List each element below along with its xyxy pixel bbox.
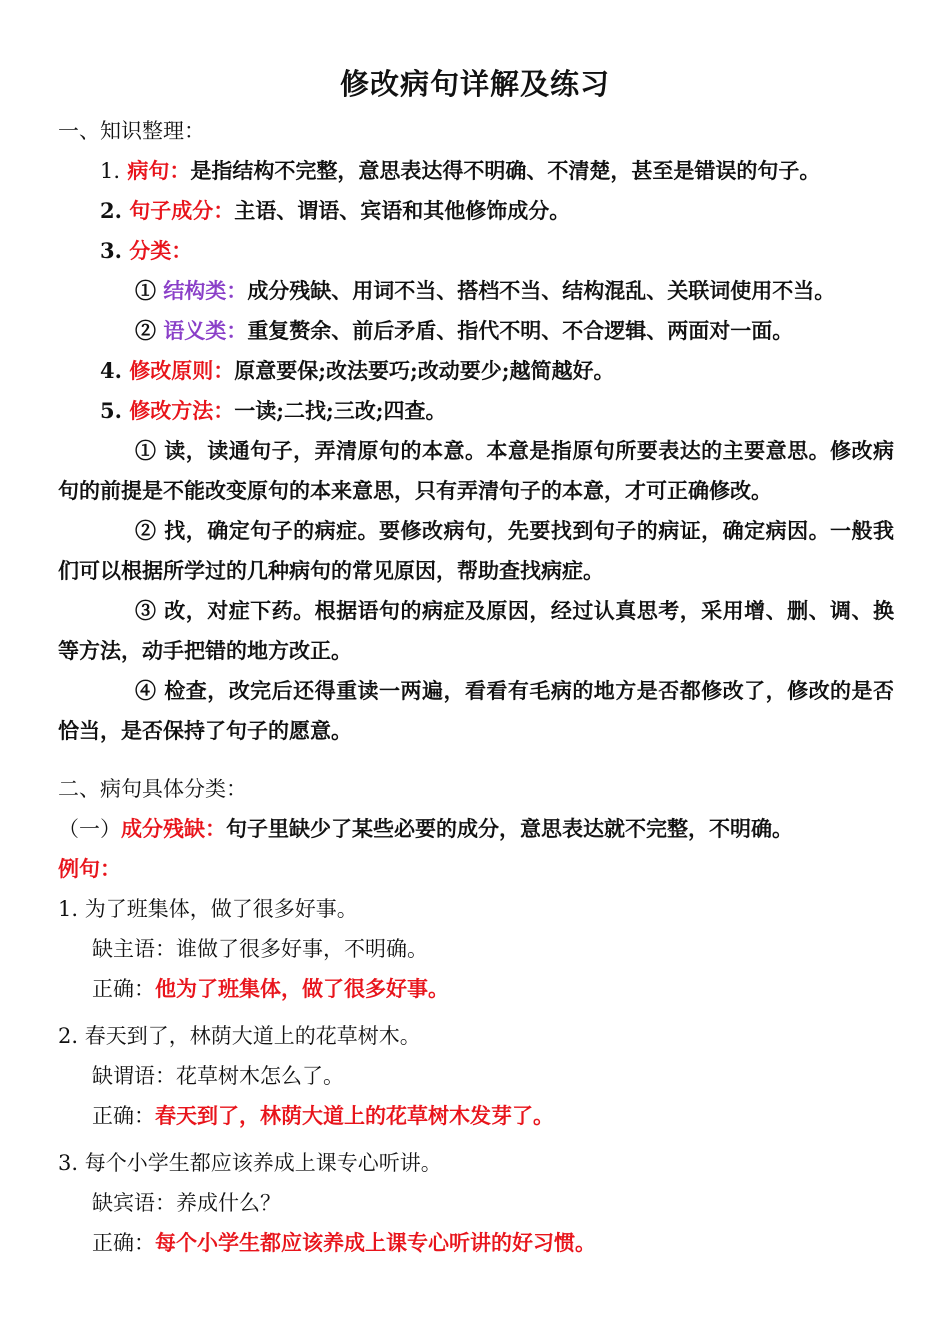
item-4 <box>100 357 615 385</box>
circled-two-marker: ② <box>135 318 156 343</box>
examples-label: 例句： <box>58 856 121 881</box>
example-1-text: 为了班集体，做了很多好事。 <box>84 897 358 921</box>
sub-2-text: 重复赘余、前后矛盾、指代不明、不合逻辑、两面对一面。 <box>247 318 794 343</box>
item-5-number: 5. <box>100 398 122 423</box>
item-3-number: 3. <box>100 238 122 263</box>
example-3-correction <box>92 1229 596 1257</box>
example-1-correction <box>92 975 449 1003</box>
section-1-heading: 一、知识整理： <box>58 119 205 143</box>
example-2-correction <box>92 1102 554 1130</box>
example-2-correct-text: 春天到了，林荫大道上的花草树木发芽了。 <box>155 1103 554 1128</box>
sub-2-label: 语义类： <box>163 318 248 343</box>
example-3-issue: 缺宾语：养成什么？ <box>92 1191 281 1215</box>
example-2-correct-label: 正确： <box>92 1104 155 1128</box>
item-3-label: 分类： <box>129 238 193 263</box>
item-1-label: 病句： <box>127 158 191 183</box>
category-text: 句子里缺少了某些必要的成分，意思表达就不完整，不明确。 <box>226 816 793 841</box>
item-2-label: 句子成分： <box>129 198 235 223</box>
item-5-text: 一读;二找;三改;四查。 <box>234 398 447 423</box>
example-1-sentence <box>58 895 358 923</box>
item-3 <box>100 237 192 265</box>
item-1 <box>100 157 820 185</box>
category-1 <box>58 815 793 843</box>
item-1-text: 是指结构不完整，意思表达得不明确、不清楚，甚至是错误的句子。 <box>190 158 821 183</box>
item-3-sub-1 <box>135 277 835 305</box>
example-3-number: 3. <box>58 1151 79 1175</box>
method-3-paragraph: ③ 改，对症下药。根据语句的病症及原因，经过认真思考，采用增、删、调、换等方法，动手把错的地方改正。 <box>58 598 894 663</box>
item-4-text: 原意要保;改法要巧;改动要少;越简越好。 <box>234 358 615 383</box>
item-4-number: 4. <box>100 358 122 383</box>
item-4-label: 修改原则： <box>129 358 235 383</box>
example-1-number: 1. <box>58 897 79 921</box>
item-3-sub-2 <box>135 317 793 345</box>
item-2-number: 2. <box>100 198 122 223</box>
item-1-number: 1. <box>100 159 121 183</box>
example-3-sentence <box>58 1149 442 1177</box>
page-title: 修改病句详解及练习 <box>339 67 610 101</box>
example-2-issue: 缺谓语：花草树木怎么了。 <box>92 1064 344 1088</box>
section-2-heading: 二、病句具体分类： <box>58 777 247 801</box>
example-2-number: 2. <box>58 1024 79 1048</box>
item-5 <box>100 397 447 425</box>
circled-one-marker: ① <box>135 278 156 303</box>
example-1-correct-text: 他为了班集体，做了很多好事。 <box>155 976 449 1001</box>
example-3-correct-label: 正确： <box>92 1231 155 1255</box>
category-label: 成分残缺： <box>121 816 226 841</box>
sub-1-label: 结构类： <box>163 278 248 303</box>
sub-1-text: 成分残缺、用词不当、搭档不当、结构混乱、关联词使用不当。 <box>247 278 836 303</box>
category-prefix: （一） <box>58 817 121 841</box>
method-4-paragraph: ④ 检查，改完后还得重读一两遍，看看有毛病的地方是否都修改了，修改的是否恰当，是否保持了句子的愿意。 <box>58 678 894 743</box>
item-2-text: 主语、谓语、宾语和其他修饰成分。 <box>234 198 571 223</box>
example-3-correct-text: 每个小学生都应该养成上课专心听讲的好习惯。 <box>155 1230 596 1255</box>
example-3-text: 每个小学生都应该养成上课专心听讲。 <box>84 1151 442 1175</box>
example-2-text: 春天到了，林荫大道上的花草树木。 <box>84 1024 421 1048</box>
method-1-paragraph: ① 读，读通句子，弄清原句的本意。本意是指原句所要表达的主要意思。修改病句的前提是不能改变原句的本来意思，只有弄清句子的本意，才可正确修改。 <box>58 438 894 503</box>
item-5-label: 修改方法： <box>129 398 235 423</box>
example-2-sentence <box>58 1022 421 1050</box>
example-1-issue: 缺主语：谁做了很多好事，不明确。 <box>92 937 428 961</box>
method-2-paragraph: ② 找，确定句子的病症。要修改病句，先要找到句子的病证，确定病因。一般我们可以根据所学过的几种病句的常见原因，帮助查找病症。 <box>58 518 894 583</box>
item-2 <box>100 197 570 225</box>
example-1-correct-label: 正确： <box>92 977 155 1001</box>
